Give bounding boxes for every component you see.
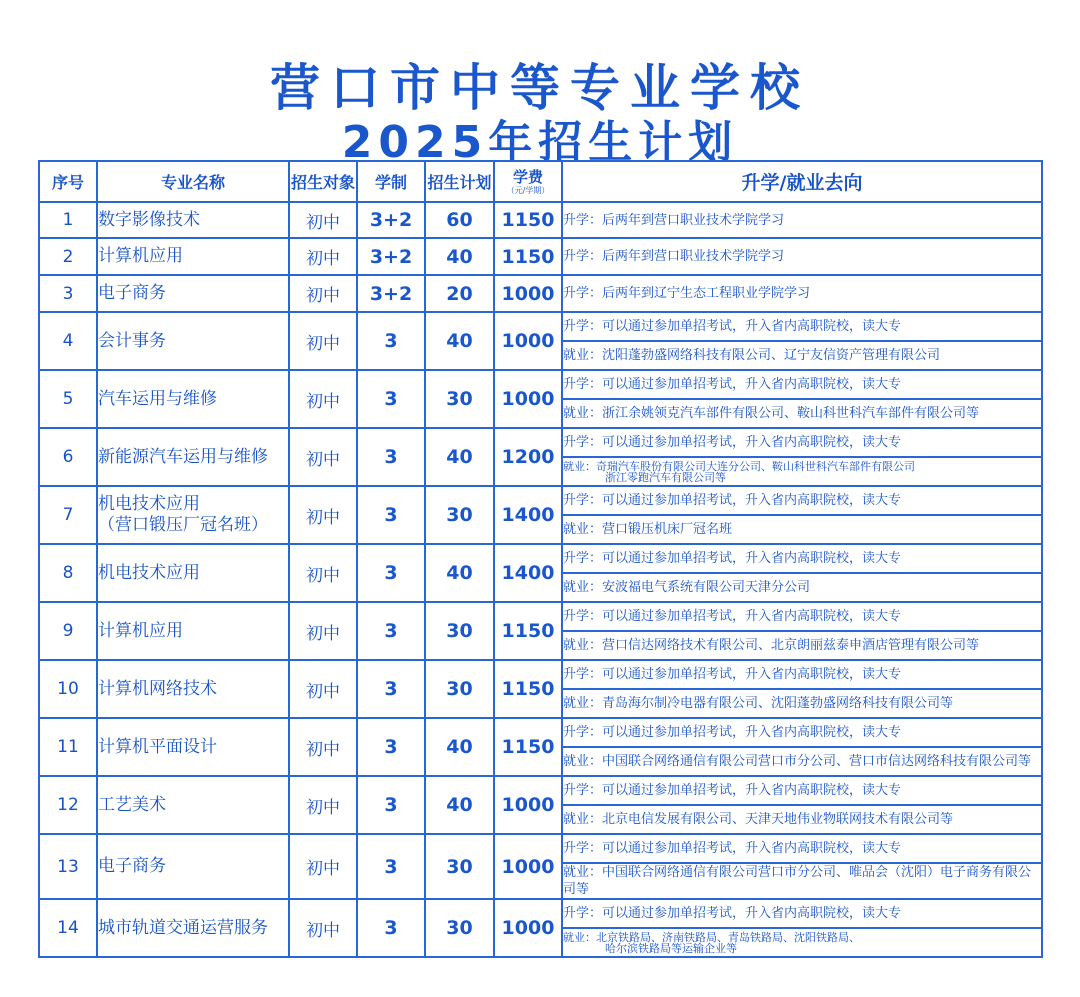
plan-count: 40: [425, 238, 494, 275]
tuition-fee: 1150: [494, 602, 562, 660]
major-name-text: 计算机应用: [98, 246, 183, 266]
plan-count: 40: [425, 428, 494, 486]
enrollment-target: 初中: [289, 202, 357, 238]
study-years: 3: [357, 370, 425, 428]
major-name: [97, 602, 289, 660]
employment-text-line: 就业：北京铁路局、济南铁路局、青岛铁路局、沈阳铁路局、: [563, 930, 860, 944]
study-years: 3: [357, 602, 425, 660]
major-name-text: 计算机平面设计: [98, 736, 217, 757]
enrollment-target: 初中: [289, 602, 357, 660]
study-years: 3: [357, 312, 425, 370]
major-name-text: 计算机网络技术: [98, 678, 217, 699]
major-name-text: 汽车运用与维修: [98, 388, 217, 409]
row-number: 7: [39, 486, 97, 544]
table-row: [39, 602, 1042, 631]
enrollment-target: 初中: [289, 718, 357, 776]
tuition-fee: 1400: [494, 544, 562, 602]
employment-text: 就业：中国联合网络通信有限公司营口市分公司、营口市信达网络科技有限公司等: [562, 747, 1042, 776]
enrollment-target: 初中: [289, 544, 357, 602]
tuition-fee: 1150: [494, 238, 562, 275]
header-fee-unit: （元/学期）: [506, 185, 550, 195]
major-name-text: 会计事务: [98, 330, 166, 351]
header-target: 招生对象: [289, 161, 357, 202]
further-study-text: 升学：后两年到营口职业技术学院学习: [562, 238, 1042, 275]
tuition-fee: 1000: [494, 312, 562, 370]
enrollment-plan-table: [38, 160, 1043, 958]
further-study-text: 升学：可以通过参加单招考试，升入省内高职院校，读大专: [562, 544, 1042, 573]
major-name: [97, 718, 289, 776]
major-name-text: 机电技术应用: [98, 494, 200, 514]
row-number: 3: [39, 275, 97, 312]
study-years: 3: [357, 660, 425, 718]
plan-count: 30: [425, 834, 494, 899]
study-years: 3: [357, 899, 425, 957]
employment-text: [562, 928, 1042, 957]
table-row: [39, 544, 1042, 573]
major-name: [97, 486, 289, 544]
header-major: 专业名称: [97, 161, 289, 202]
further-study-text: 升学：可以通过参加单招考试，升入省内高职院校，读大专: [562, 660, 1042, 689]
plan-count: 40: [425, 312, 494, 370]
table-row: [39, 312, 1042, 341]
row-number: 5: [39, 370, 97, 428]
row-number: 6: [39, 428, 97, 486]
major-name: [97, 660, 289, 718]
header-no: 序号: [39, 161, 97, 202]
row-number: 8: [39, 544, 97, 602]
major-name: [97, 834, 289, 899]
employment-text-line: 浙江零跑汽车有限公司等: [605, 470, 726, 484]
major-name: [97, 238, 289, 275]
employment-text: 就业：中国联合网络通信有限公司营口市分公司、唯品会（沈阳）电子商务有限公司等: [562, 863, 1042, 899]
employment-text-line: 哈尔滨铁路局等运输企业等: [605, 941, 737, 955]
study-years: 3: [357, 544, 425, 602]
table-row: [39, 370, 1042, 399]
plan-count: 30: [425, 602, 494, 660]
enrollment-target: 初中: [289, 776, 357, 834]
table-row: [39, 428, 1042, 457]
study-years: 3: [357, 718, 425, 776]
employment-text: 就业：浙江余姚领克汽车部件有限公司、鞍山科世科汽车部件有限公司等: [562, 399, 1042, 428]
row-number: 12: [39, 776, 97, 834]
further-study-text: 升学：可以通过参加单招考试，升入省内高职院校，读大专: [562, 718, 1042, 747]
employment-text: 就业：营口锻压机床厂冠名班: [562, 515, 1042, 544]
header-fee: [494, 161, 562, 202]
table-row: [39, 899, 1042, 928]
row-number: 2: [39, 238, 97, 275]
table-row: [39, 202, 1042, 238]
plan-count: 40: [425, 776, 494, 834]
tuition-fee: 1150: [494, 718, 562, 776]
plan-count: 30: [425, 899, 494, 957]
table-row: [39, 660, 1042, 689]
employment-text: 就业：营口信达网络技术有限公司、北京朗丽兹泰申酒店管理有限公司等: [562, 631, 1042, 660]
employment-text: 就业：安波福电气系统有限公司天津分公司: [562, 573, 1042, 602]
table-row: [39, 275, 1042, 312]
enrollment-target: 初中: [289, 899, 357, 957]
header-plan: 招生计划: [425, 161, 494, 202]
enrollment-target: 初中: [289, 428, 357, 486]
tuition-fee: 1400: [494, 486, 562, 544]
table-header-row: [39, 161, 1042, 202]
study-years: 3: [357, 834, 425, 899]
tuition-fee: 1200: [494, 428, 562, 486]
enrollment-target: 初中: [289, 312, 357, 370]
plan-count: 40: [425, 544, 494, 602]
study-years: 3: [357, 486, 425, 544]
table-row: [39, 486, 1042, 515]
table-row: [39, 718, 1042, 747]
major-name: [97, 312, 289, 370]
row-number: 10: [39, 660, 97, 718]
tuition-fee: 1000: [494, 275, 562, 312]
further-study-text: 升学：可以通过参加单招考试，升入省内高职院校，读大专: [562, 776, 1042, 805]
further-study-text: 升学：可以通过参加单招考试，升入省内高职院校，读大专: [562, 486, 1042, 515]
plan-count: 60: [425, 202, 494, 238]
study-years: 3+2: [357, 275, 425, 312]
further-study-text: 升学：可以通过参加单招考试，升入省内高职院校，读大专: [562, 602, 1042, 631]
enrollment-target: 初中: [289, 486, 357, 544]
employment-text: 就业：青岛海尔制冷电器有限公司、沈阳蓬勃盛网络科技有限公司等: [562, 689, 1042, 718]
enrollment-target: 初中: [289, 238, 357, 275]
further-study-text: 升学：可以通过参加单招考试，升入省内高职院校，读大专: [562, 834, 1042, 863]
tuition-fee: 1150: [494, 660, 562, 718]
employment-text: 就业：北京电信发展有限公司、天津天地伟业物联网技术有限公司等: [562, 805, 1042, 834]
major-name: [97, 202, 289, 238]
employment-text-line: 就业：奇瑞汽车股份有限公司大连分公司、鞍山科世科汽车部件有限公司: [563, 459, 915, 473]
table-row: [39, 776, 1042, 805]
study-years: 3+2: [357, 238, 425, 275]
major-name: [97, 544, 289, 602]
major-name-text: 新能源汽车运用与维修: [98, 446, 268, 467]
major-name-text: 电子商务: [98, 856, 166, 876]
major-name-note: （营口锻压厂冠名班）: [98, 515, 268, 535]
row-number: 14: [39, 899, 97, 957]
further-study-text: 升学：可以通过参加单招考试，升入省内高职院校，读大专: [562, 312, 1042, 341]
header-destination: 升学/就业去向: [562, 161, 1042, 202]
row-number: 13: [39, 834, 97, 899]
row-number: 4: [39, 312, 97, 370]
major-name-text: 城市轨道交通运营服务: [98, 917, 268, 938]
row-number: 9: [39, 602, 97, 660]
study-years: 3+2: [357, 202, 425, 238]
further-study-text: 升学：后两年到营口职业技术学院学习: [562, 202, 1042, 238]
major-name: [97, 899, 289, 957]
employment-text: 就业：沈阳蓬勃盛网络科技有限公司、辽宁友信资产管理有限公司: [562, 341, 1042, 370]
plan-count: 30: [425, 660, 494, 718]
further-study-text: 升学：可以通过参加单招考试，升入省内高职院校，读大专: [562, 370, 1042, 399]
plan-count: 30: [425, 370, 494, 428]
employment-text: [562, 457, 1042, 486]
further-study-text: 升学：后两年到辽宁生态工程职业学院学习: [562, 275, 1042, 312]
major-name-text: 机电技术应用: [98, 562, 200, 583]
plan-count: 40: [425, 718, 494, 776]
major-name-text: 工艺美术: [98, 794, 166, 815]
enrollment-target: 初中: [289, 660, 357, 718]
header-years: 学制: [357, 161, 425, 202]
enrollment-target: 初中: [289, 834, 357, 899]
tuition-fee: 1000: [494, 834, 562, 899]
major-name: [97, 275, 289, 312]
major-name-text: 数字影像技术: [98, 209, 200, 230]
enrollment-target: 初中: [289, 275, 357, 312]
major-name: [97, 370, 289, 428]
major-name-text: 计算机应用: [98, 620, 183, 641]
further-study-text: 升学：可以通过参加单招考试，升入省内高职院校，读大专: [562, 899, 1042, 928]
plan-count: 30: [425, 486, 494, 544]
further-study-text: 升学：可以通过参加单招考试，升入省内高职院校，读大专: [562, 428, 1042, 457]
study-years: 3: [357, 776, 425, 834]
major-name-text: 电子商务: [98, 283, 166, 303]
row-number: 1: [39, 202, 97, 238]
tuition-fee: 1000: [494, 776, 562, 834]
table-body: [39, 202, 1042, 957]
tuition-fee: 1150: [494, 202, 562, 238]
major-name: [97, 428, 289, 486]
page-title: 营口市中等专业学校: [270, 59, 810, 117]
page-subtitle: 2025年招生计划: [341, 117, 739, 168]
table-row: [39, 834, 1042, 863]
table-row: [39, 238, 1042, 275]
tuition-fee: 1000: [494, 899, 562, 957]
enrollment-target: 初中: [289, 370, 357, 428]
tuition-fee: 1000: [494, 370, 562, 428]
header-fee-label: 学费: [512, 167, 543, 186]
row-number: 11: [39, 718, 97, 776]
major-name: [97, 776, 289, 834]
plan-count: 20: [425, 275, 494, 312]
study-years: 3: [357, 428, 425, 486]
